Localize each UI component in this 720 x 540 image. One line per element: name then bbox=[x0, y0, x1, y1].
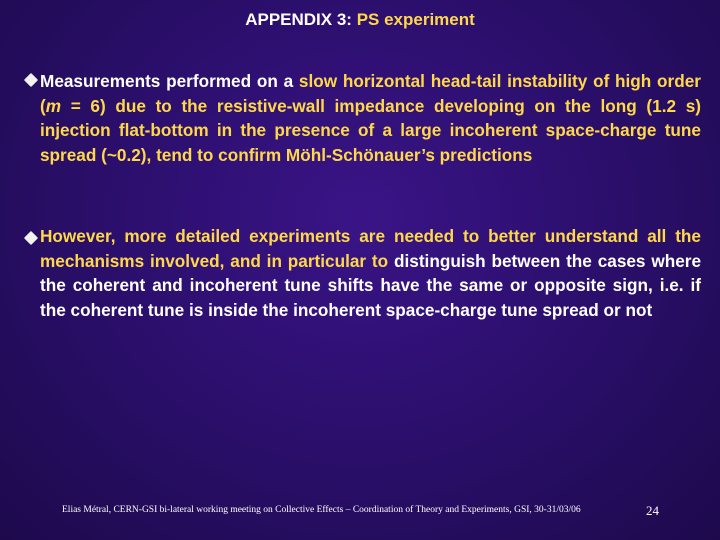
footer-citation: Elias Métral, CERN-GSI bi-lateral working meeting on Collective Effects – Coordination of Theory and Experiments, GSI, 30-31/03/06 bbox=[62, 505, 581, 515]
bullet-1-part-1: Measurements performed on a bbox=[40, 71, 299, 91]
slide-title bbox=[0, 10, 720, 30]
bullet-icon bbox=[24, 73, 38, 87]
slide-title-accent: PS experiment bbox=[356, 10, 475, 29]
bullet-1-part-4: = 6) due to the resistive-wall impedance developing on the long (1.2 s) injection flat-bottom in the presence of a large incoherent space-charge tune spread (~0.2), bbox=[40, 95, 701, 165]
bullet-2-part-1: However, more detailed experiments are needed to better understand all the mechanisms involved, and in particular to bbox=[40, 226, 701, 271]
slide-title-prefix: APPENDIX 3: bbox=[245, 10, 357, 29]
bullet-1-part-3: m bbox=[45, 95, 62, 116]
bullet-text-2 bbox=[40, 224, 701, 322]
bullet-text-1 bbox=[40, 69, 701, 167]
bullet-2-part-2: distinguish between the cases where the coherent and incoherent tune shifts have the same or opposite sign, i.e. if the coherent tune is inside the incoherent space-charge tune spread or not bbox=[40, 250, 701, 320]
page-number: 24 bbox=[646, 503, 659, 518]
bullet-icon bbox=[24, 231, 38, 245]
bullet-1-part-5: tend to confirm Möhl-Schönauer’s predictions bbox=[156, 144, 533, 165]
bullet-1-part-2: slow horizontal head-tail instability of high order ( bbox=[40, 71, 701, 116]
